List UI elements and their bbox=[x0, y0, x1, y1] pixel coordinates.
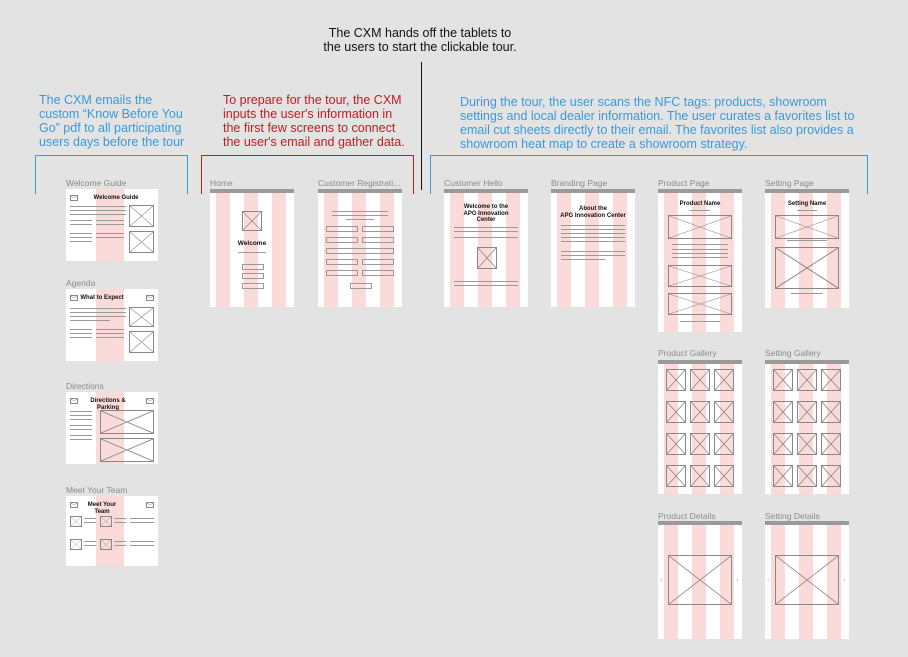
input-field[interactable] bbox=[362, 237, 394, 243]
gallery-thumbnail[interactable] bbox=[773, 369, 793, 391]
mail-icon bbox=[70, 398, 78, 404]
mail-icon bbox=[70, 195, 78, 201]
submit-button[interactable] bbox=[242, 283, 264, 289]
screen-home[interactable] bbox=[210, 189, 294, 307]
note-email: The CXM emails the custom “Know Before You Go” pdf to all participating users days before the tour bbox=[39, 93, 185, 149]
map-placeholder bbox=[100, 438, 154, 462]
gallery-thumbnail[interactable] bbox=[714, 401, 734, 423]
detail-image bbox=[775, 555, 839, 605]
branding-title: About the APG Innovation Center bbox=[560, 206, 626, 219]
screen-setting-gallery[interactable] bbox=[765, 360, 849, 494]
avatar bbox=[100, 539, 112, 550]
mail-icon bbox=[146, 295, 154, 301]
label-product-page: Product Page bbox=[658, 178, 710, 188]
screen-product-gallery[interactable] bbox=[658, 360, 742, 494]
gallery-thumbnail[interactable] bbox=[821, 433, 841, 455]
label-customer-registration: Customer Registrati... bbox=[318, 178, 401, 188]
status-bar bbox=[765, 360, 849, 364]
board-welcome-guide[interactable] bbox=[66, 189, 158, 261]
gallery-thumbnail[interactable] bbox=[690, 465, 710, 487]
status-bar bbox=[658, 360, 742, 364]
setting-image bbox=[775, 215, 839, 239]
map-placeholder bbox=[100, 410, 154, 434]
image-placeholder bbox=[477, 247, 497, 269]
gallery-thumbnail[interactable] bbox=[666, 433, 686, 455]
board-agenda[interactable] bbox=[66, 289, 158, 361]
input-field[interactable] bbox=[326, 248, 394, 254]
status-bar bbox=[318, 189, 402, 193]
input-field[interactable] bbox=[242, 273, 264, 279]
input-field[interactable] bbox=[362, 226, 394, 232]
board-meet-team[interactable] bbox=[66, 496, 158, 566]
avatar bbox=[70, 516, 82, 527]
status-bar bbox=[210, 189, 294, 193]
input-field[interactable] bbox=[362, 259, 394, 265]
board-directions[interactable] bbox=[66, 392, 158, 464]
detail-image bbox=[668, 555, 732, 605]
screen-setting-details[interactable] bbox=[765, 521, 849, 639]
input-field[interactable] bbox=[326, 259, 358, 265]
image-placeholder bbox=[129, 205, 154, 227]
gallery-thumbnail[interactable] bbox=[666, 369, 686, 391]
gallery-thumbnail[interactable] bbox=[714, 465, 734, 487]
label-customer-hello: Customer Hello bbox=[444, 178, 503, 188]
status-bar bbox=[765, 189, 849, 193]
gallery-thumbnail[interactable] bbox=[797, 369, 817, 391]
label-setting-details: Setting Details bbox=[765, 511, 820, 521]
setting-name: Setting Name bbox=[787, 201, 827, 207]
status-bar bbox=[444, 189, 528, 193]
gallery-thumbnail[interactable] bbox=[666, 465, 686, 487]
status-bar bbox=[658, 189, 742, 193]
gallery-thumbnail[interactable] bbox=[797, 433, 817, 455]
avatar bbox=[70, 539, 82, 550]
gallery-thumbnail[interactable] bbox=[714, 433, 734, 455]
gallery-thumbnail[interactable] bbox=[773, 433, 793, 455]
chevron-left-icon[interactable]: ‹ bbox=[767, 575, 770, 584]
image-placeholder bbox=[129, 231, 154, 253]
status-bar bbox=[658, 521, 742, 525]
gallery-thumbnail[interactable] bbox=[690, 433, 710, 455]
gallery-thumbnail[interactable] bbox=[821, 401, 841, 423]
mail-icon bbox=[70, 295, 78, 301]
label-directions: Directions bbox=[66, 381, 104, 391]
welcome-title: Welcome bbox=[237, 240, 267, 247]
note-during: During the tour, the user scans the NFC tags: products, showroom settings and local dealer information. The user curates a favorites list to email cut sheets directly to their email. The favorites list also provides a showroom heat map to create a showroom strategy. bbox=[460, 95, 855, 151]
input-field[interactable] bbox=[326, 270, 358, 276]
input-field[interactable] bbox=[242, 264, 264, 270]
label-branding-page: Branding Page bbox=[551, 178, 608, 188]
logo-placeholder bbox=[242, 211, 262, 231]
hello-title: Welcome to the APG Innovation Center bbox=[463, 204, 509, 223]
mail-icon bbox=[70, 502, 78, 508]
product-image bbox=[668, 293, 732, 315]
image-placeholder bbox=[129, 331, 154, 353]
gallery-thumbnail[interactable] bbox=[797, 465, 817, 487]
status-bar bbox=[765, 521, 849, 525]
note-handoff: The CXM hands off the tablets to the users to start the clickable tour. bbox=[323, 26, 517, 54]
label-setting-gallery: Setting Gallery bbox=[765, 348, 821, 358]
label-meet-team: Meet Your Team bbox=[66, 485, 128, 495]
gallery-thumbnail[interactable] bbox=[714, 369, 734, 391]
setting-image bbox=[775, 247, 839, 289]
gallery-thumbnail[interactable] bbox=[690, 369, 710, 391]
gallery-thumbnail[interactable] bbox=[690, 401, 710, 423]
gallery-thumbnail[interactable] bbox=[821, 369, 841, 391]
product-image bbox=[668, 265, 732, 287]
label-welcome-guide: Welcome Guide bbox=[66, 178, 127, 188]
screen-customer-registration[interactable] bbox=[318, 189, 402, 307]
gallery-thumbnail[interactable] bbox=[797, 401, 817, 423]
screen-product-page[interactable] bbox=[658, 189, 742, 332]
board-title: Meet Your Team bbox=[87, 502, 117, 515]
avatar bbox=[100, 516, 112, 527]
chevron-left-icon[interactable]: ‹ bbox=[660, 575, 663, 584]
screen-customer-hello[interactable] bbox=[444, 189, 528, 307]
screen-product-details[interactable] bbox=[658, 521, 742, 639]
label-home: Home bbox=[210, 178, 233, 188]
chevron-right-icon[interactable]: › bbox=[843, 575, 846, 584]
label-setting-page: Setting Page bbox=[765, 178, 814, 188]
gallery-thumbnail[interactable] bbox=[666, 401, 686, 423]
board-title: What to Expect bbox=[80, 295, 124, 301]
input-field[interactable] bbox=[326, 226, 358, 232]
input-field[interactable] bbox=[362, 270, 394, 276]
chevron-right-icon[interactable]: › bbox=[736, 575, 739, 584]
screen-branding-page[interactable] bbox=[551, 189, 635, 307]
board-title: Welcome Guide bbox=[93, 195, 139, 201]
status-bar bbox=[551, 189, 635, 193]
mail-icon bbox=[146, 398, 154, 404]
submit-button[interactable] bbox=[350, 283, 372, 289]
label-product-gallery: Product Gallery bbox=[658, 348, 717, 358]
product-image bbox=[668, 215, 732, 239]
product-name: Product Name bbox=[679, 201, 721, 207]
gallery-thumbnail[interactable] bbox=[773, 401, 793, 423]
label-agenda: Agenda bbox=[66, 278, 96, 288]
label-product-details: Product Details bbox=[658, 511, 716, 521]
mail-icon bbox=[146, 502, 154, 508]
gallery-thumbnail[interactable] bbox=[773, 465, 793, 487]
note-prepare: To prepare for the tour, the CXM inputs the user's information in the first few screens to connect the user's email and gather data. bbox=[223, 93, 405, 149]
gallery-thumbnail[interactable] bbox=[821, 465, 841, 487]
board-title: Directions & Parking bbox=[90, 398, 126, 411]
screen-setting-page[interactable] bbox=[765, 189, 849, 308]
input-field[interactable] bbox=[326, 237, 358, 243]
image-placeholder bbox=[129, 307, 154, 327]
